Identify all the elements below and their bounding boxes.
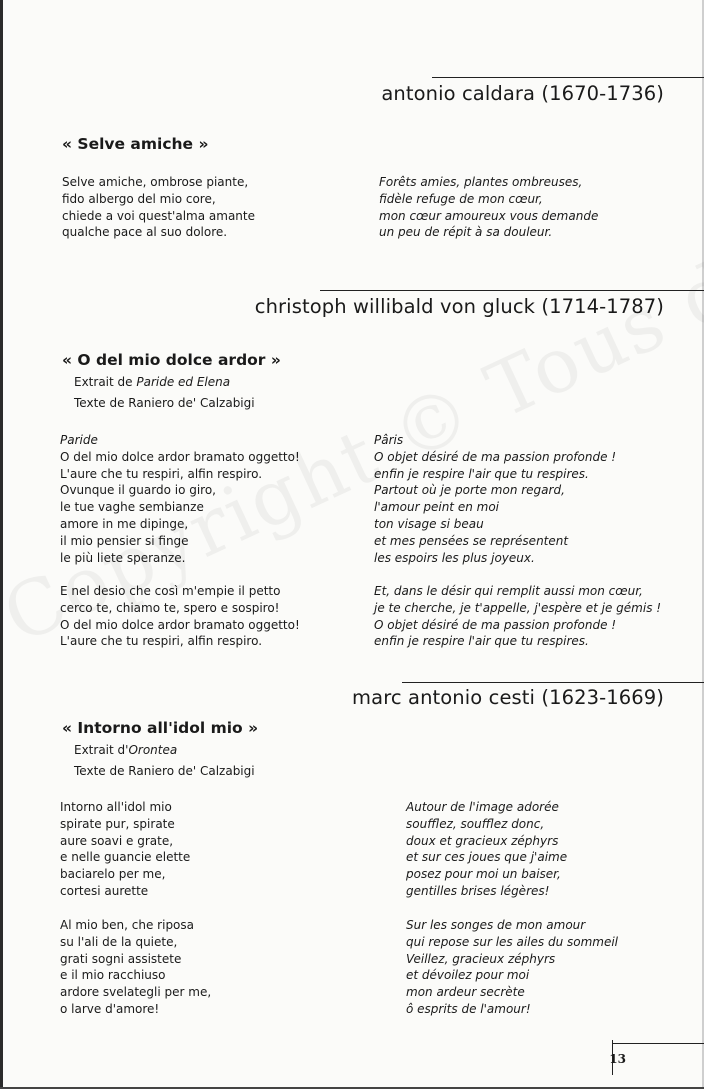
source-line [74, 740, 255, 761]
song-title: « Selve amiche » [62, 135, 209, 153]
verse-line: et mes pensées se représentent [374, 533, 569, 548]
verse-line: e nelle guancie elette [60, 850, 191, 865]
verse-line: L'aure che tu respiri, alfin respiro. [60, 634, 263, 649]
section-rule [402, 682, 704, 683]
verse-line: ardore svelategli per me, [60, 985, 212, 1000]
verse-line: cerco te, chiamo te, spero e sospiro! [60, 600, 280, 615]
verse-line: L'aure che tu respiri, alfin respiro. [60, 466, 263, 481]
composer-heading [381, 82, 664, 105]
composer-dates: (1714-1787) [541, 295, 664, 318]
song-title: « Intorno all'idol mio » [62, 719, 259, 737]
composer-dates: (1623-1669) [541, 686, 664, 709]
verse-line: O del mio dolce ardor bramato oggetto! [60, 449, 300, 464]
verse-line: baciarelo per me, [60, 867, 166, 882]
verse-line: un peu de répit à sa douleur. [379, 225, 553, 240]
composer-name-word: willibald [352, 295, 434, 318]
verse-line: O del mio dolce ardor bramato oggetto! [60, 617, 300, 632]
verse-line: Partout où je porte mon regard, [374, 483, 565, 498]
librettist-line: Texte de Raniero de' Calzabigi [74, 764, 255, 778]
french-verse [374, 583, 661, 650]
italian-verse [60, 432, 300, 566]
composer-name-word: marc [352, 686, 402, 709]
italian-verse [60, 799, 190, 900]
composer-name-word: christoph [254, 295, 347, 318]
song-meta [74, 740, 255, 782]
verse-line: je te cherche, je t'appelle, j'espère et je gémis ! [374, 600, 662, 615]
section-rule [432, 77, 704, 78]
verse-line: gentilles brises légères! [406, 883, 550, 898]
source-label: Extrait d' [74, 743, 129, 757]
verse-line: Selve amiche, ombrose piante, [62, 175, 249, 189]
verse-line: spirate pur, spirate [60, 816, 175, 831]
verse-line: doux et gracieux zéphyrs [406, 833, 559, 848]
verse-line: o larve d'amore! [60, 1001, 160, 1016]
verse-line: Forêts amies, plantes ombreuses, [379, 175, 583, 189]
verse-line: les espoirs les plus joyeux. [374, 550, 535, 565]
verse-line: O objet désiré de ma passion profonde ! [374, 449, 617, 464]
composer-name-word: cesti [488, 686, 536, 709]
verse-line: ô esprits de l'amour! [406, 1001, 531, 1016]
composer-name-word: antonio [381, 82, 456, 105]
verse-line: il mio pensier si finge [60, 533, 189, 548]
french-verse [379, 174, 598, 241]
french-verse [406, 917, 618, 1018]
source-line [74, 372, 255, 393]
verse-line: mon cœur amoureux vous demande [379, 208, 599, 223]
verse-line: Intorno all'idol mio [60, 800, 172, 814]
verse-line: cortesi aurette [60, 883, 149, 898]
page-edge-left [0, 0, 3, 1089]
italian-verse [62, 174, 255, 241]
italian-verse [60, 583, 300, 650]
verse-line: O objet désiré de ma passion profonde ! [374, 617, 617, 632]
verse-line: qualche pace al suo dolore. [62, 225, 228, 240]
verse-line: fidèle refuge de mon cœur, [379, 191, 543, 206]
french-verse [374, 432, 616, 566]
verse-line: su l'ali de la quiete, [60, 934, 178, 949]
composer-heading [352, 686, 664, 709]
verse-line: le più liete speranze. [60, 550, 186, 565]
verse-line: chiede a voi quest'alma amante [62, 208, 255, 223]
composer-name-word: antonio [408, 686, 483, 709]
role-name: Paride [60, 433, 98, 447]
verse-line: E nel desio che così m'empie il petto [60, 584, 281, 598]
verse-line: posez pour moi un baiser, [406, 867, 561, 882]
italian-verse [60, 917, 211, 1018]
composer-name-word: von [439, 295, 477, 318]
verse-line: aure soavi e grate, [60, 833, 174, 848]
verse-line: ton visage si beau [374, 516, 484, 531]
french-verse [406, 799, 567, 900]
source-work: Paride ed Elena [136, 375, 231, 389]
verse-line: Sur les songes de mon amour [406, 918, 586, 932]
page-number-rule [612, 1043, 704, 1044]
verse-line: enfin je respire l'air que tu respires. [374, 634, 589, 649]
verse-line: et dévoilez pour moi [406, 968, 530, 983]
verse-line: Al mio ben, che riposa [60, 918, 195, 932]
verse-line: et sur ces joues que j'aime [406, 850, 568, 865]
verse-line: Veillez, gracieux zéphyrs [406, 951, 556, 966]
composer-dates: (1670-1736) [541, 82, 664, 105]
verse-line: grati sogni assistete [60, 951, 182, 966]
verse-line: mon ardeur secrète [406, 985, 525, 1000]
song-title: « O del mio dolce ardor » [62, 351, 281, 369]
librettist-line: Texte de Raniero de' Calzabigi [74, 396, 255, 410]
verse-line: Ovunque il guardo io giro, [60, 483, 216, 498]
source-label: Extrait de [74, 375, 133, 389]
verse-line: e il mio racchiuso [60, 968, 166, 983]
source-work: Orontea [128, 743, 178, 757]
section-rule [320, 290, 704, 291]
verse-line: l'amour peint en moi [374, 500, 499, 515]
composer-name-word: gluck [482, 295, 536, 318]
verse-line: Autour de l'image adorée [406, 800, 559, 814]
verse-line: qui repose sur les ailes du sommeil [406, 934, 619, 949]
verse-line: fido albergo del mio core, [62, 191, 216, 206]
composer-heading [255, 295, 664, 318]
song-meta [74, 372, 255, 414]
role-name: Pâris [374, 433, 404, 447]
verse-line: le tue vaghe sembianze [60, 500, 204, 515]
verse-line: soufflez, soufflez donc, [406, 816, 545, 831]
verse-line: amore in me dipinge, [60, 516, 189, 531]
composer-name-word: caldara [461, 82, 536, 105]
verse-line: Et, dans le désir qui remplit aussi mon cœur, [374, 584, 643, 598]
verse-line: enfin je respire l'air que tu respires. [374, 466, 589, 481]
page-number: 13 [609, 1052, 626, 1066]
